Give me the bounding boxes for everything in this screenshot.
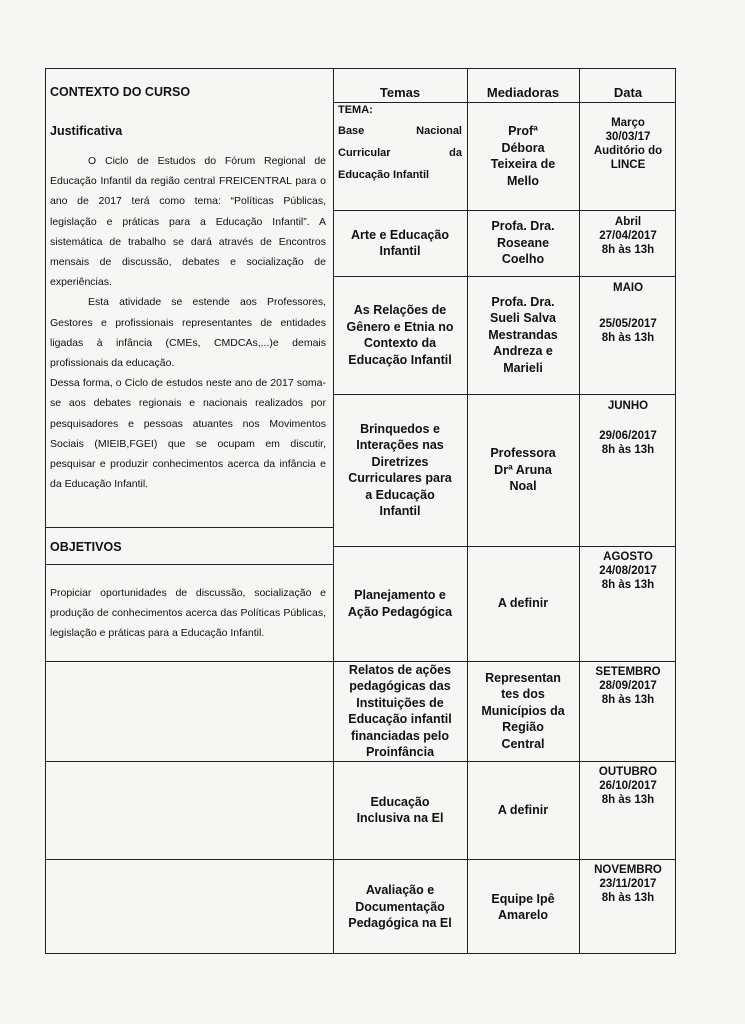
mediadora-cell-1 [467,102,579,210]
tema-label: TEMA: [338,104,373,116]
tema-cell [333,210,467,276]
date-line: 27/04/2017 [599,230,657,242]
data-cell [579,215,677,257]
date-line: 8h às 13h [601,444,655,456]
data-cell [579,281,677,295]
tema-word: Curricular [338,147,391,159]
date-line: LINCE [610,159,646,171]
tema-line: Diretrizes [371,454,429,469]
tema-line: Proinfância [365,745,435,759]
section-divider [46,761,333,762]
data-cell [579,399,677,413]
justificativa-paragraph: Dessa forma, o Ciclo de estudos neste ano de 2017 soma-se aos debates regionais e nacionais realizados por pesquisadores e pessoas atuantes nos Movimentos Sociais (MIEIB,FGEI) que se ocupam em discutir, pesquisar e produzir conhecimentos acerca da infância e da Educação Infantil. [50,377,326,491]
mediadora-line: A definir [497,802,549,817]
tema-line [338,164,462,186]
date-line: Março [611,117,645,129]
tema-cell [333,661,467,761]
justificativa-body [50,151,326,494]
tema-word: Educação Infantil [338,169,430,181]
contexto-title: CONTEXTO DO CURSO [50,85,191,99]
mediadora-line: Roseane [496,235,550,250]
tema-line: Educação Infantil [348,352,452,367]
mediadora-cell [467,394,579,546]
tema-line [338,120,462,142]
mediadora-line: Professora [490,446,556,461]
data-cell-1 [579,116,677,172]
date-line: MAIO [612,282,644,294]
section-divider [46,859,333,860]
mediadora-line: Mello [507,173,539,188]
date-line: 30/03/17 [605,131,651,143]
mediadora-line: Profª [508,124,538,138]
mediadora-cell [467,859,579,955]
course-schedule-table [45,68,676,954]
justificativa-paragraph: Esta atividade se estende aos Professores, Gestores e profissionais representantes de entidades ligadas à infância (CMEs, CMDCAs,...)e demais profissionais da educação. [50,296,326,370]
header-mediadoras: Mediadoras [486,85,560,100]
tema-line: Ação Pedagógica [347,604,453,619]
date-line: AGOSTO [603,551,653,563]
mediadora-line: Sueli Salva [489,311,556,326]
date-line: 8h às 13h [601,892,655,904]
header-data: Data [613,85,643,100]
tema-line: Planejamento e [354,588,446,602]
date-line: NOVEMBRO [594,864,662,876]
tema-line: Educação infantil [348,712,452,726]
date-line: 8h às 13h [601,244,655,256]
tema-cell [333,761,467,859]
date-line: 8h às 13h [601,794,655,806]
data-cell [579,863,677,905]
mediadora-cell [467,761,579,859]
section-divider [46,564,333,565]
date-line: 8h às 13h [601,579,655,591]
tema-line: Brinquedos e [360,421,440,436]
tema-line: Documentação [355,899,445,914]
mediadora-line: Central [501,736,545,751]
tema-line: Infantil [379,504,421,518]
mediadora-cell [467,661,579,761]
tema-word: Nacional [416,125,462,137]
tema-line: pedagógicas das [349,679,451,693]
mediadora-line: Equipe Ipê [491,891,555,906]
data-cell [579,765,677,807]
section-divider [46,527,333,528]
tema-line: financiadas pelo [351,728,449,743]
mediadora-cell [467,546,579,661]
tema-line: As Relações de [353,303,447,317]
mediadora-cell [467,276,579,394]
mediadora-line: Amarelo [497,908,549,922]
date-line: JUNHO [607,400,649,412]
mediadora-line: Região [502,720,544,735]
section-divider [46,661,333,662]
column-divider [579,69,580,953]
tema-line: Avaliação e [365,883,435,898]
tema-cell [333,546,467,661]
date-line: Abril [614,216,642,228]
mediadora-line: Noal [509,479,537,494]
date-line: 8h às 13h [601,694,655,706]
tema-line: Interações nas [356,438,444,452]
mediadora-line: Profa. Dra. [491,294,555,309]
date-line: 24/08/2017 [599,565,657,577]
data-cell-time [579,429,677,457]
tema-line: Pedagógica na El [348,916,452,931]
mediadora-line: Representan [485,670,561,685]
tema-cell-1 [338,103,462,186]
tema-line: Educação [370,794,430,809]
mediadora-line: tes dos [501,687,545,702]
date-line: SETEMBRO [595,666,661,678]
mediadora-line: Drª Aruna [494,462,552,477]
justificativa-paragraph: O Ciclo de Estudos do Fórum Regional de Educação Infantil da região central FREICENTRAL para o ano de 2017 terá como tema: “Políticas Públicas, legislação e práticas para a Educação Infantil”. A sistemática de trabalho se dará através de Encontros mensais de discussão, debates e socialização de experiências. [50,155,326,289]
tema-line: Arte e Educação [351,227,449,242]
date-line: 8h às 13h [601,332,655,344]
mediadora-line: A definir [497,596,549,611]
tema-line [338,142,462,164]
tema-line: Curriculares para [348,471,452,485]
tema-line: Instituições de [356,695,444,710]
tema-line: Inclusiva na El [356,811,444,825]
mediadora-line: Andreza e [493,344,553,359]
tema-cell [333,394,467,546]
tema-word: Base [338,125,365,137]
data-cell-time [579,317,677,345]
objetivos-title: OBJETIVOS [50,540,122,554]
mediadora-line: Mestrandas [488,327,558,342]
date-line: 26/10/2017 [599,780,657,792]
mediadora-cell [467,210,579,276]
mediadora-line: Marieli [503,360,543,375]
data-cell [579,665,677,707]
mediadora-line: Teixeira de [490,157,556,171]
tema-cell [333,859,467,955]
tema-cell [333,276,467,394]
tema-line: Infantil [379,244,421,258]
justificativa-title: Justificativa [50,124,123,138]
date-line: Auditório do [593,145,663,157]
tema-line: Contexto da [363,336,437,350]
mediadora-line: Débora [501,140,545,155]
date-line: 23/11/2017 [599,878,657,890]
mediadora-line: Municípios da [481,703,565,718]
date-line: 28/09/2017 [599,680,657,692]
tema-line: Gênero e Etnia no [346,319,454,334]
mediadora-line: Coelho [501,252,545,267]
objetivos-text: Propiciar oportunidades de discussão, socialização e produção de conhecimentos acerca das Políticas Públicas, legislação e práticas para a Educação Infantil. [50,587,326,640]
tema-line: a Educação [365,487,435,502]
header-temas: Temas [379,85,421,100]
date-line: 29/06/2017 [599,430,657,442]
date-line: OUTUBRO [598,766,658,778]
data-cell [579,550,677,592]
tema-line: Relatos de ações [348,662,452,677]
date-line: 25/05/2017 [599,318,657,330]
mediadora-line: Profa. Dra. [491,219,555,234]
tema-word: da [449,147,462,159]
